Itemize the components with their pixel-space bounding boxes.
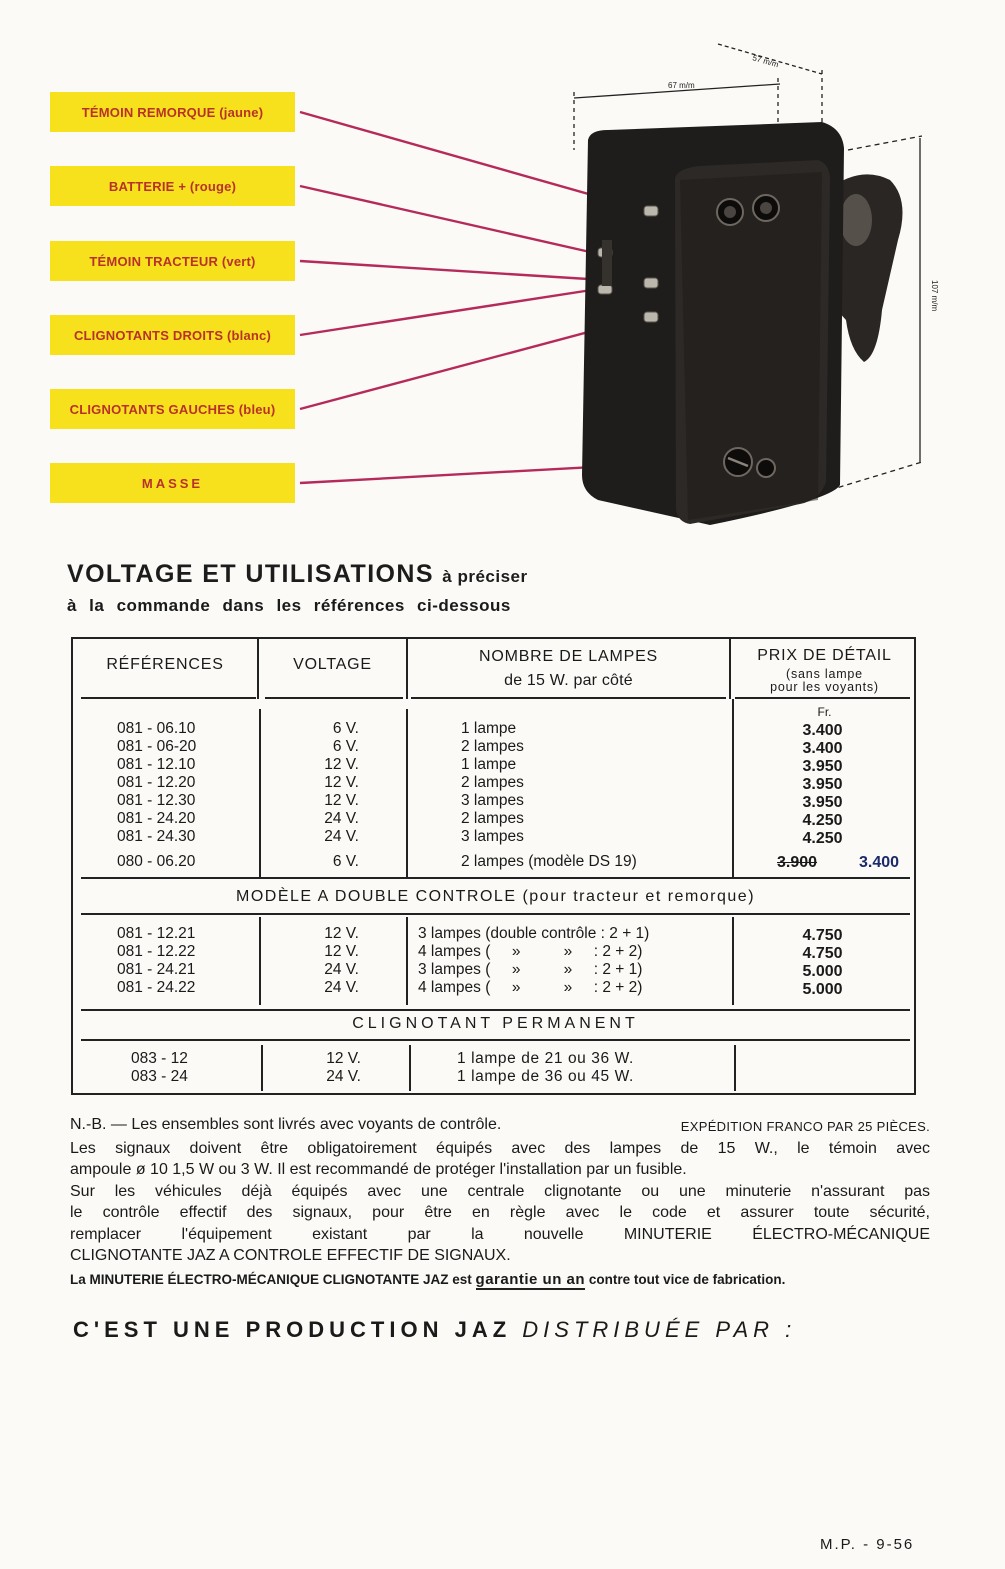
price-table — [71, 637, 916, 1095]
note-line-6: remplacer l'équipement existant par la nouvelle MINUTERIE ÉLECTRO-MÉCANIQUE — [70, 1225, 930, 1243]
note-line-7: CLIGNOTANTE JAZ A CONTROLE EFFECTIF DE SIGNAUX. — [70, 1247, 511, 1264]
label-temoin-tracteur: TÉMOIN TRACTEUR (vert) — [50, 241, 295, 281]
section-double-controle: MODÈLE A DOUBLE CONTROLE (pour tracteur et remorque) — [235, 888, 756, 905]
dimension-57: 57 m/m — [751, 53, 780, 70]
notes-block — [70, 1114, 930, 1267]
double-row-2-ref: 081 - 24.21 — [117, 961, 196, 978]
title-main: VOLTAGE ET UTILISATIONS — [67, 560, 434, 588]
table-row-0-lamps: 1 lampe — [461, 720, 517, 737]
table-row-0-price: 3.400 — [802, 722, 843, 739]
table-row-5-lamps: 2 lampes — [461, 810, 524, 827]
note-expedition: EXPÉDITION FRANCO PAR 25 PIÈCES. — [680, 1119, 930, 1134]
table-row-3-price: 3.950 — [802, 776, 843, 793]
table-row-2-ref: 081 - 12.10 — [117, 756, 196, 773]
section-clignotant-permanent: CLIGNOTANT PERMANENT — [352, 1015, 639, 1032]
dimension-107: 107 m/m — [930, 280, 939, 312]
double-row-0-price: 4.750 — [802, 927, 843, 944]
guarantee-underlined: garantie un an — [475, 1271, 586, 1288]
currency-label: Fr. — [817, 705, 832, 719]
table-row-3-lamps: 2 lampes — [461, 774, 524, 791]
wire-clignotants-droits — [300, 289, 598, 335]
table-row-ds19-voltage: 6 V. — [332, 853, 359, 870]
guarantee-part-1: La MINUTERIE ÉLECTRO-MÉCANIQUE CLIGNOTANTE JAZ est — [70, 1272, 472, 1287]
production-bold: C'EST UNE PRODUCTION JAZ — [73, 1317, 512, 1342]
table-row-4-voltage: 12 V. — [324, 792, 359, 809]
permanent-row-0-voltage: 12 V. — [326, 1050, 361, 1067]
double-row-0-voltage: 12 V. — [324, 925, 359, 942]
flasher-unit-image — [560, 30, 1000, 540]
note-line-3: ampoule ø 10 1,5 W ou 3 W. Il est recommandé de protéger l'installation par un fusible. — [70, 1161, 687, 1178]
table-row-3-ref: 081 - 12.20 — [117, 774, 196, 791]
table-row-ds19-ref: 080 - 06.20 — [117, 853, 196, 870]
double-row-3-voltage: 24 V. — [324, 979, 359, 996]
header-price-2: (sans lampe — [786, 667, 863, 681]
double-row-2-lamps: 3 lampes ( » » : 2 + 1) — [418, 961, 643, 978]
table-row-0-voltage: 6 V. — [332, 720, 359, 737]
guarantee-line — [70, 1271, 930, 1288]
table-row-2-price: 3.950 — [802, 758, 843, 775]
double-row-0-ref: 081 - 12.21 — [117, 925, 196, 942]
table-row-1-lamps: 2 lampes — [461, 738, 524, 755]
double-row-2-price: 5.000 — [802, 963, 843, 980]
double-row-2-voltage: 24 V. — [324, 961, 359, 978]
table-row-4-lamps: 3 lampes — [461, 792, 524, 809]
table-row-2-voltage: 12 V. — [324, 756, 359, 773]
table-row-0-ref: 081 - 06.10 — [117, 720, 196, 737]
double-row-3-lamps: 4 lampes ( » » : 2 + 2) — [418, 979, 643, 996]
table-row-4-price: 3.950 — [802, 794, 843, 811]
permanent-row-1-ref: 083 - 24 — [131, 1068, 188, 1085]
double-row-0-lamps: 3 lampes (double contrôle : 2 + 1) — [418, 925, 650, 942]
header-lamps-2: de 15 W. par côté — [504, 672, 633, 689]
permanent-row-0-ref: 083 - 12 — [131, 1050, 188, 1067]
table-row-ds19-new-price: 3.400 — [859, 854, 900, 871]
page-title — [67, 560, 528, 589]
table-row-5-ref: 081 - 24.20 — [117, 810, 196, 827]
table-row-1-voltage: 6 V. — [332, 738, 359, 755]
note-line-5: le contrôle effectif des signaux, pour être en règle avec le code et assurer toute sécurité, — [70, 1204, 930, 1221]
permanent-row-0-lamps: 1 lampe de 21 ou 36 W. — [457, 1050, 634, 1067]
table-row-6-ref: 081 - 24.30 — [117, 828, 196, 845]
table-row-4-ref: 081 - 12.30 — [117, 792, 196, 809]
label-temoin-remorque: TÉMOIN REMORQUE (jaune) — [50, 92, 295, 132]
table-row-1-ref: 081 - 06-20 — [117, 738, 197, 755]
note-line-2: Les signaux doivent être obligatoirement équipés avec des lampes de 15 W., le témoin avec — [70, 1139, 930, 1157]
table-row-6-lamps: 3 lampes — [461, 828, 524, 845]
header-voltage: VOLTAGE — [293, 656, 372, 673]
guarantee-part-2: contre tout vice de fabrication. — [588, 1272, 786, 1287]
table-row-ds19-lamps: 2 lampes (modèle DS 19) — [461, 853, 637, 870]
production-italic: DISTRIBUÉE PAR : — [522, 1317, 797, 1342]
table-row-2-lamps: 1 lampe — [461, 756, 517, 773]
header-references: RÉFÉRENCES — [106, 656, 224, 673]
note-line-4: Sur les véhicules déjà équipés avec une centrale clignotante ou une minuterie n'assurant pas — [70, 1182, 930, 1200]
table-row-6-price: 4.250 — [802, 830, 843, 847]
label-masse: MASSE — [50, 463, 295, 503]
table-row-5-price: 4.250 — [802, 812, 843, 829]
double-row-1-voltage: 12 V. — [324, 943, 359, 960]
dimension-67: 67 m/m — [668, 81, 695, 90]
production-line — [73, 1317, 796, 1343]
header-lamps-1: NOMBRE DE LAMPES — [478, 648, 659, 665]
permanent-row-1-voltage: 24 V. — [326, 1068, 361, 1085]
table-row-3-voltage: 12 V. — [324, 774, 359, 791]
header-price-3: pour les voyants) — [770, 680, 879, 694]
wire-batterie — [300, 186, 590, 252]
page-subtitle: à la commande dans les références ci-dessous — [67, 596, 511, 615]
double-row-1-ref: 081 - 12.22 — [117, 943, 196, 960]
double-row-3-ref: 081 - 24.22 — [117, 979, 196, 996]
title-tail: à préciser — [442, 567, 528, 586]
table-row-1-price: 3.400 — [802, 740, 843, 757]
label-clignotants-gauches: CLIGNOTANTS GAUCHES (bleu) — [50, 389, 295, 429]
double-row-1-lamps: 4 lampes ( » » : 2 + 2) — [418, 943, 643, 960]
note-nb: N.-B. — Les ensembles sont livrés avec voyants de contrôle. — [70, 1116, 502, 1133]
footer-reference: M.P. - 9-56 — [820, 1536, 915, 1553]
header-price-1: PRIX DE DÉTAIL — [757, 647, 892, 664]
table-row-5-voltage: 24 V. — [324, 810, 359, 827]
label-batterie: BATTERIE + (rouge) — [50, 166, 295, 206]
label-clignotants-droits: CLIGNOTANTS DROITS (blanc) — [50, 315, 295, 355]
permanent-row-1-lamps: 1 lampe de 36 ou 45 W. — [457, 1068, 634, 1085]
double-row-1-price: 4.750 — [802, 945, 843, 962]
table-row-6-voltage: 24 V. — [324, 828, 359, 845]
double-row-3-price: 5.000 — [802, 981, 843, 998]
table-row-ds19-old-price: 3.900 — [777, 854, 818, 871]
